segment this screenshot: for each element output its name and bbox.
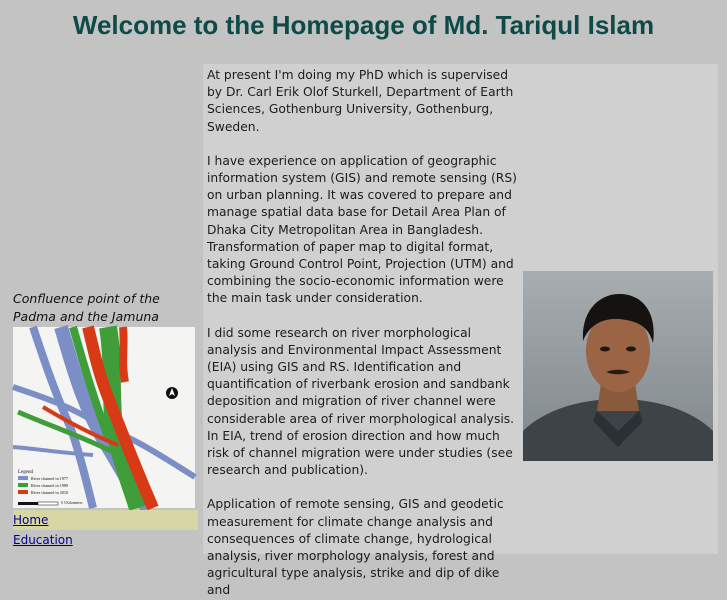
page-title: Welcome to the Homepage of Md. Tariqul Islam [72,10,655,40]
photo-column [519,64,718,554]
legend-item-1977: River channel in 1977 [31,476,69,481]
map-legend-title: Legend [18,470,33,475]
site-navigation [13,510,198,550]
river-map-image [13,327,195,508]
profile-photo [523,271,713,461]
main-content [203,64,519,598]
legend-item-1989: River channel in 1989 [31,483,69,488]
paragraph-climate-change: Application of remote sensing, GIS and geodetic measurement for climate change analysis and consequences of climate change, hydrological analysis, river morphology analysis, forest and agricultural type analysis, strike and dip of dike and [207,497,504,598]
scale-bar-label: 0 5 Kilometers [61,501,83,505]
paragraph-river-research: I did some research on river morphological analysis and Environmental Impact Assessment (EIA) using GIS and RS. Identification and quantification of riverbank erosion and sandbank deposition and migration of river channel were considerable area of river morphological analysis. In EIA, trend of erosion direction and how much risk of channel migration were under studies (see research and publication). [207,325,515,478]
paragraph-gis-experience: I have experience on application of geographic information system (GIS) and remote sensing (RS) on urban planning. It was covered to prepare and manage spatial data base for Detail Area Plan of Dhaka City Metropolitan Area in Bangladesh. Transformation of paper map to digital format, taking Ground Control Point, Projection (UTM) and combining the socio-economic information were the main task under consideration. [207,153,517,306]
map-caption: Confluence point of the Padma and the Jamuna [13,291,160,324]
legend-item-2010: River channel in 2010 [31,490,69,495]
intro-paragraph-phd: At present I'm doing my PhD which is supervised by Dr. Carl Erik Olof Sturkell, Department of Earth Sciences, Gothenburg University, Gothenburg, Sweden. [207,68,514,134]
river-map-graphic [13,327,195,508]
nav-link-education[interactable]: Education [13,533,73,547]
nav-link-home[interactable]: Home [13,510,198,530]
